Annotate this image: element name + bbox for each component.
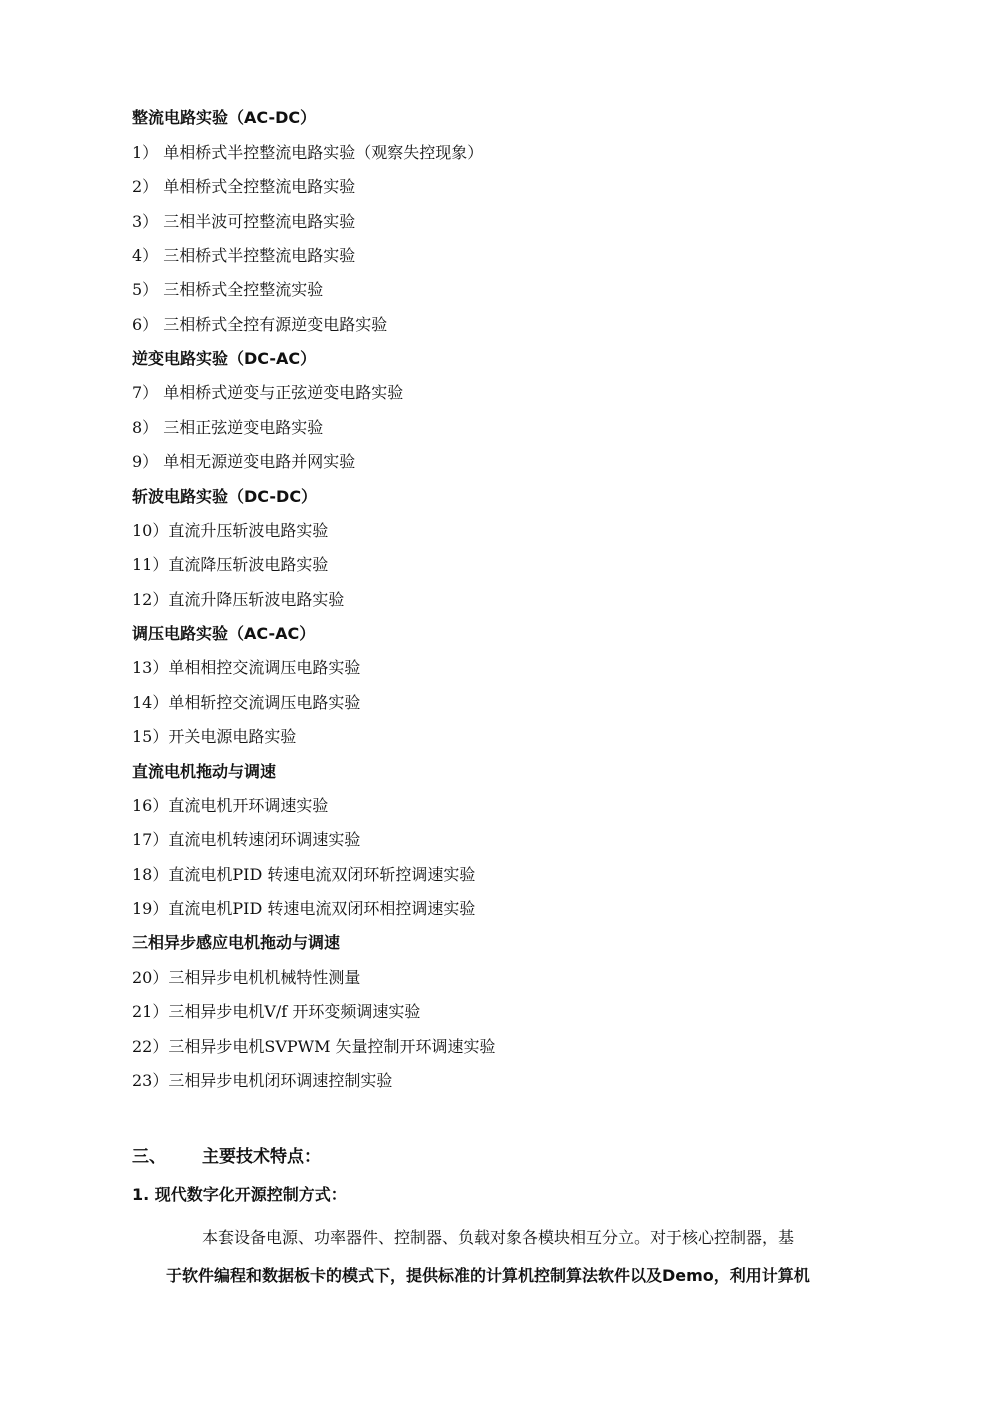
list-item: 11）直流降压斩波电路实验 xyxy=(132,555,329,574)
section-heading-ac-regulator: 调压电路实验（AC-AC） xyxy=(132,624,316,643)
list-item: 21）三相异步电机V/f 开环变频调速实验 xyxy=(132,1002,421,1021)
subsection-1-title: 1. 现代数字化开源控制方式： xyxy=(132,1185,347,1204)
section-3-title-text: 主要技术特点： xyxy=(202,1147,321,1167)
paragraph-line-2: 于软件编程和数据板卡的模式下，提供标准的计算机控制算法软件以及Demo，利用计算机 xyxy=(166,1266,810,1285)
list-item: 17）直流电机转速闭环调速实验 xyxy=(132,830,361,849)
list-item: 8） 三相正弦逆变电路实验 xyxy=(132,418,324,437)
list-item: 3） 三相半波可控整流电路实验 xyxy=(132,212,356,231)
list-item: 5） 三相桥式全控整流实验 xyxy=(132,280,324,299)
list-item: 1） 单相桥式半控整流电路实验（观察失控现象） xyxy=(132,143,484,162)
list-item: 4） 三相桥式半控整流电路实验 xyxy=(132,246,356,265)
section-heading-induction-motor: 三相异步感应电机拖动与调速 xyxy=(132,933,341,952)
list-item: 12）直流升降压斩波电路实验 xyxy=(132,590,345,609)
list-item: 18）直流电机PID 转速电流双闭环斩控调速实验 xyxy=(132,865,476,884)
list-item: 2） 单相桥式全控整流电路实验 xyxy=(132,177,356,196)
section-heading-inverter: 逆变电路实验（DC-AC） xyxy=(132,349,317,368)
list-item: 19）直流电机PID 转速电流双闭环相控调速实验 xyxy=(132,899,476,918)
section-heading-chopper: 斩波电路实验（DC-DC） xyxy=(132,487,318,506)
section-3-number: 三、 xyxy=(132,1147,166,1167)
paragraph-line-1: 本套设备电源、功率器件、控制器、负载对象各模块相互分立。对于核心控制器，基 xyxy=(202,1228,795,1247)
list-item: 14）单相斩控交流调压电路实验 xyxy=(132,693,361,712)
section-3-title xyxy=(132,1146,321,1168)
list-item: 22）三相异步电机SVPWM 矢量控制开环调速实验 xyxy=(132,1037,496,1056)
list-item: 20）三相异步电机机械特性测量 xyxy=(132,968,361,987)
list-item: 7） 单相桥式逆变与正弦逆变电路实验 xyxy=(132,383,404,402)
list-item: 13）单相相控交流调压电路实验 xyxy=(132,658,361,677)
section-heading-rectifier: 整流电路实验（AC-DC） xyxy=(132,108,317,127)
list-item: 15）开关电源电路实验 xyxy=(132,727,297,746)
list-item: 6） 三相桥式全控有源逆变电路实验 xyxy=(132,315,388,334)
list-item: 16）直流电机开环调速实验 xyxy=(132,796,329,815)
list-item: 9） 单相无源逆变电路并网实验 xyxy=(132,452,356,471)
section-heading-dc-motor: 直流电机拖动与调速 xyxy=(132,762,277,781)
list-item: 10）直流升压斩波电路实验 xyxy=(132,521,329,540)
list-item: 23）三相异步电机闭环调速控制实验 xyxy=(132,1071,393,1090)
